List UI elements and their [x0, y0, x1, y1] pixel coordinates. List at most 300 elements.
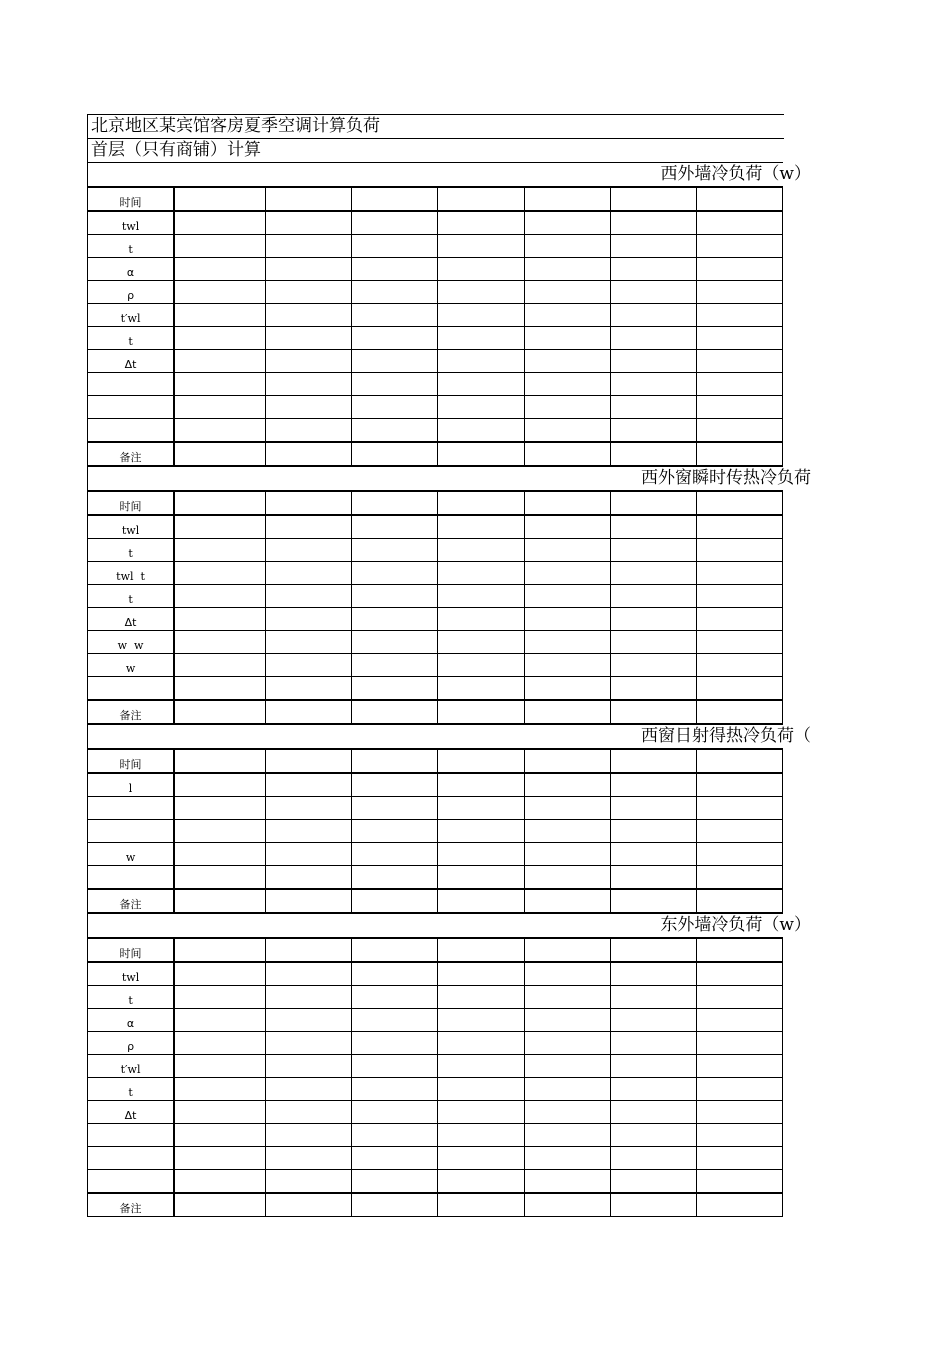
table-cell[interactable]: [266, 1101, 352, 1124]
table-cell[interactable]: [266, 419, 352, 443]
table-cell[interactable]: [266, 187, 352, 211]
table-cell[interactable]: [352, 304, 438, 327]
table-cell[interactable]: [174, 327, 266, 350]
table-cell[interactable]: [610, 866, 696, 890]
table-cell[interactable]: [266, 350, 352, 373]
table-cell[interactable]: [352, 350, 438, 373]
table-cell[interactable]: [266, 235, 352, 258]
table-cell[interactable]: [610, 1101, 696, 1124]
table-cell[interactable]: [696, 1009, 782, 1032]
table-cell[interactable]: [610, 631, 696, 654]
table-cell[interactable]: [174, 889, 266, 913]
table-cell[interactable]: [610, 1032, 696, 1055]
table-cell[interactable]: [174, 938, 266, 962]
table-cell[interactable]: [352, 258, 438, 281]
table-cell[interactable]: [524, 258, 610, 281]
table-cell[interactable]: [696, 962, 782, 986]
table-cell[interactable]: [266, 654, 352, 677]
table-cell[interactable]: [266, 562, 352, 585]
table-cell[interactable]: [438, 211, 524, 235]
table-cell[interactable]: [524, 1009, 610, 1032]
table-cell[interactable]: [524, 304, 610, 327]
table-cell[interactable]: [696, 211, 782, 235]
table-cell[interactable]: [610, 562, 696, 585]
table-cell[interactable]: [438, 820, 524, 843]
table-cell[interactable]: [610, 1193, 696, 1217]
table-cell[interactable]: [524, 539, 610, 562]
table-cell[interactable]: [438, 631, 524, 654]
table-cell[interactable]: [438, 608, 524, 631]
table-cell[interactable]: [174, 1193, 266, 1217]
table-cell[interactable]: [174, 281, 266, 304]
table-cell[interactable]: [524, 820, 610, 843]
table-cell[interactable]: [610, 1170, 696, 1194]
table-cell[interactable]: [352, 1170, 438, 1194]
table-cell[interactable]: [438, 585, 524, 608]
table-cell[interactable]: [438, 889, 524, 913]
table-cell[interactable]: [352, 820, 438, 843]
table-cell[interactable]: [352, 677, 438, 701]
table-cell[interactable]: [696, 700, 782, 724]
table-cell[interactable]: [266, 1078, 352, 1101]
table-cell[interactable]: [266, 1124, 352, 1147]
table-cell[interactable]: [174, 1078, 266, 1101]
table-cell[interactable]: [266, 820, 352, 843]
table-cell[interactable]: [438, 773, 524, 797]
table-cell[interactable]: [696, 1170, 782, 1194]
table-cell[interactable]: [174, 1032, 266, 1055]
table-cell[interactable]: [352, 442, 438, 466]
table-cell[interactable]: [352, 608, 438, 631]
table-cell[interactable]: [524, 843, 610, 866]
table-cell[interactable]: [266, 677, 352, 701]
table-cell[interactable]: [174, 677, 266, 701]
table-cell[interactable]: [352, 419, 438, 443]
table-cell[interactable]: [266, 962, 352, 986]
table-cell[interactable]: [610, 281, 696, 304]
table-cell[interactable]: [610, 235, 696, 258]
table-cell[interactable]: [174, 1170, 266, 1194]
table-cell[interactable]: [696, 1193, 782, 1217]
table-cell[interactable]: [438, 235, 524, 258]
table-cell[interactable]: [352, 327, 438, 350]
table-cell[interactable]: [266, 585, 352, 608]
table-cell[interactable]: [352, 1124, 438, 1147]
table-cell[interactable]: [438, 1032, 524, 1055]
table-cell[interactable]: [696, 797, 782, 820]
table-cell[interactable]: [352, 539, 438, 562]
table-cell[interactable]: [524, 1193, 610, 1217]
table-cell[interactable]: [352, 773, 438, 797]
table-cell[interactable]: [352, 1078, 438, 1101]
table-row: [88, 1078, 783, 1101]
table-cell[interactable]: [438, 1124, 524, 1147]
table-cell[interactable]: [610, 304, 696, 327]
table-cell[interactable]: [266, 1193, 352, 1217]
table-cell[interactable]: [610, 1009, 696, 1032]
table-cell[interactable]: [352, 562, 438, 585]
table-cell[interactable]: [266, 396, 352, 419]
table-cell[interactable]: [610, 1055, 696, 1078]
table-cell[interactable]: [438, 1193, 524, 1217]
row-label: l: [88, 773, 175, 797]
table-cell[interactable]: [174, 258, 266, 281]
table-cell[interactable]: [696, 235, 782, 258]
table-row: [88, 1101, 783, 1124]
table-cell[interactable]: [696, 491, 782, 515]
table-row: [88, 187, 783, 211]
table-cell[interactable]: [438, 797, 524, 820]
table-cell[interactable]: [524, 1101, 610, 1124]
table-cell[interactable]: [174, 1101, 266, 1124]
table-cell[interactable]: [438, 938, 524, 962]
table-cell[interactable]: [610, 889, 696, 913]
table-cell[interactable]: [174, 866, 266, 890]
table-cell[interactable]: [174, 304, 266, 327]
table-cell[interactable]: [696, 677, 782, 701]
table-cell[interactable]: [524, 1032, 610, 1055]
spreadsheet: [87, 114, 811, 1217]
table-cell[interactable]: [352, 585, 438, 608]
table-cell[interactable]: [174, 986, 266, 1009]
table-cell[interactable]: [524, 797, 610, 820]
table-cell[interactable]: [438, 187, 524, 211]
table-cell[interactable]: [352, 491, 438, 515]
table-cell[interactable]: [266, 442, 352, 466]
table-cell[interactable]: [352, 749, 438, 773]
table-cell[interactable]: [610, 396, 696, 419]
table-cell[interactable]: [696, 585, 782, 608]
table-cell[interactable]: [266, 749, 352, 773]
table-cell[interactable]: [174, 373, 266, 396]
table-cell[interactable]: [174, 235, 266, 258]
table-cell[interactable]: [610, 820, 696, 843]
table-cell[interactable]: [610, 773, 696, 797]
table-cell[interactable]: [610, 515, 696, 539]
table-cell[interactable]: [174, 654, 266, 677]
table-cell[interactable]: [438, 562, 524, 585]
table-cell[interactable]: [524, 773, 610, 797]
table-cell[interactable]: [266, 866, 352, 890]
table-cell[interactable]: [524, 1170, 610, 1194]
sheet-title: 北京地区某宾馆客房夏季空调计算负荷: [87, 114, 784, 138]
table-cell[interactable]: [610, 419, 696, 443]
table-cell[interactable]: [610, 539, 696, 562]
table-cell[interactable]: [174, 350, 266, 373]
table-cell[interactable]: [266, 1170, 352, 1194]
table-cell[interactable]: [610, 258, 696, 281]
table-cell[interactable]: [696, 442, 782, 466]
table-cell[interactable]: [524, 235, 610, 258]
table-cell[interactable]: [696, 843, 782, 866]
table-cell[interactable]: [266, 631, 352, 654]
row-label: [88, 419, 175, 443]
table-cell[interactable]: [610, 700, 696, 724]
table-cell[interactable]: [174, 608, 266, 631]
table-cell[interactable]: [696, 562, 782, 585]
table-cell[interactable]: [438, 539, 524, 562]
table-cell[interactable]: [524, 187, 610, 211]
row-label: 备注: [88, 442, 175, 466]
table-cell[interactable]: [610, 749, 696, 773]
table-cell[interactable]: [696, 938, 782, 962]
table-cell[interactable]: [266, 797, 352, 820]
table-cell[interactable]: [174, 631, 266, 654]
table-cell[interactable]: [174, 843, 266, 866]
table-cell[interactable]: [696, 889, 782, 913]
table-cell[interactable]: [352, 631, 438, 654]
table-cell[interactable]: [266, 1055, 352, 1078]
table-cell[interactable]: [266, 281, 352, 304]
table-cell[interactable]: [174, 211, 266, 235]
table-cell[interactable]: [610, 187, 696, 211]
table-cell[interactable]: [438, 419, 524, 443]
table-cell[interactable]: [438, 1078, 524, 1101]
table-cell[interactable]: [352, 1193, 438, 1217]
table-cell[interactable]: [610, 442, 696, 466]
table-cell[interactable]: [438, 700, 524, 724]
table-cell[interactable]: [524, 419, 610, 443]
table-cell[interactable]: [266, 773, 352, 797]
table-cell[interactable]: [610, 350, 696, 373]
table-cell[interactable]: [266, 889, 352, 913]
table-cell[interactable]: [524, 608, 610, 631]
table-cell[interactable]: [438, 491, 524, 515]
table-cell[interactable]: [352, 700, 438, 724]
table-cell[interactable]: [524, 491, 610, 515]
table-cell[interactable]: [174, 396, 266, 419]
table-cell[interactable]: [438, 962, 524, 986]
table-cell[interactable]: [696, 773, 782, 797]
table-cell[interactable]: [266, 843, 352, 866]
table-cell[interactable]: [696, 515, 782, 539]
table-cell[interactable]: [610, 608, 696, 631]
table-cell[interactable]: [352, 889, 438, 913]
table-cell[interactable]: [174, 749, 266, 773]
table-cell[interactable]: [610, 986, 696, 1009]
table-cell[interactable]: [524, 749, 610, 773]
table-cell[interactable]: [352, 1055, 438, 1078]
table-cell[interactable]: [524, 938, 610, 962]
table-cell[interactable]: [438, 442, 524, 466]
table-cell[interactable]: [524, 373, 610, 396]
table-cell[interactable]: [524, 327, 610, 350]
table-cell[interactable]: [438, 749, 524, 773]
table-cell[interactable]: [696, 654, 782, 677]
table-cell[interactable]: [438, 515, 524, 539]
table-cell[interactable]: [524, 350, 610, 373]
table-cell[interactable]: [524, 281, 610, 304]
table-cell[interactable]: [696, 373, 782, 396]
table-cell[interactable]: [524, 585, 610, 608]
table-cell[interactable]: [174, 1147, 266, 1170]
table-cell[interactable]: [696, 1078, 782, 1101]
table-cell[interactable]: [266, 608, 352, 631]
table-cell[interactable]: [696, 1032, 782, 1055]
table-cell[interactable]: [352, 962, 438, 986]
table-cell[interactable]: [266, 700, 352, 724]
section-heading-text: 西窗日射得热冷负荷（: [641, 726, 811, 746]
table-cell[interactable]: [696, 1124, 782, 1147]
table-cell[interactable]: [266, 327, 352, 350]
table-cell[interactable]: [696, 1055, 782, 1078]
table-cell[interactable]: [438, 258, 524, 281]
table-cell[interactable]: [438, 986, 524, 1009]
table-cell[interactable]: [696, 631, 782, 654]
table-cell[interactable]: [174, 491, 266, 515]
table-cell[interactable]: [438, 281, 524, 304]
table-cell[interactable]: [174, 700, 266, 724]
table-cell[interactable]: [266, 211, 352, 235]
table-cell[interactable]: [174, 585, 266, 608]
table-cell[interactable]: [352, 654, 438, 677]
table-cell[interactable]: [696, 281, 782, 304]
table-cell[interactable]: [696, 396, 782, 419]
table-cell[interactable]: [696, 327, 782, 350]
table-cell[interactable]: [610, 843, 696, 866]
table-cell[interactable]: [524, 986, 610, 1009]
table-cell[interactable]: [610, 677, 696, 701]
table-cell[interactable]: [174, 1055, 266, 1078]
table-cell[interactable]: [524, 1147, 610, 1170]
table-cell[interactable]: [352, 281, 438, 304]
table-cell[interactable]: [438, 843, 524, 866]
table-cell[interactable]: [524, 1124, 610, 1147]
table-cell[interactable]: [610, 327, 696, 350]
table-cell[interactable]: [266, 491, 352, 515]
table-cell[interactable]: [438, 1009, 524, 1032]
table-cell[interactable]: [524, 962, 610, 986]
table-cell[interactable]: [696, 608, 782, 631]
table-cell[interactable]: [524, 211, 610, 235]
table-cell[interactable]: [610, 1147, 696, 1170]
table-cell[interactable]: [438, 1147, 524, 1170]
table-cell[interactable]: [438, 866, 524, 890]
table-cell[interactable]: [266, 1032, 352, 1055]
table-cell[interactable]: [174, 773, 266, 797]
table-cell[interactable]: [174, 1009, 266, 1032]
table-cell[interactable]: [352, 211, 438, 235]
table-cell[interactable]: [438, 654, 524, 677]
table-cell[interactable]: [438, 350, 524, 373]
table-cell[interactable]: [524, 515, 610, 539]
table-cell[interactable]: [524, 677, 610, 701]
table-cell[interactable]: [696, 820, 782, 843]
table-cell[interactable]: [438, 1101, 524, 1124]
table-cell[interactable]: [352, 396, 438, 419]
table-cell[interactable]: [696, 187, 782, 211]
table-cell[interactable]: [524, 442, 610, 466]
table-cell[interactable]: [696, 350, 782, 373]
table-cell[interactable]: [174, 187, 266, 211]
table-cell[interactable]: [696, 866, 782, 890]
table-cell[interactable]: [524, 700, 610, 724]
table-cell[interactable]: [352, 515, 438, 539]
table-cell[interactable]: [174, 797, 266, 820]
table-cell[interactable]: [696, 986, 782, 1009]
table-cell[interactable]: [696, 1147, 782, 1170]
table-cell[interactable]: [352, 797, 438, 820]
row-label: w: [88, 843, 175, 866]
table-cell[interactable]: [524, 396, 610, 419]
table-cell[interactable]: [524, 1055, 610, 1078]
table-cell[interactable]: [438, 373, 524, 396]
table-cell[interactable]: [610, 654, 696, 677]
table-cell[interactable]: [174, 820, 266, 843]
table-cell[interactable]: [610, 373, 696, 396]
table-cell[interactable]: [524, 631, 610, 654]
table-cell[interactable]: [174, 962, 266, 986]
table-cell[interactable]: [696, 304, 782, 327]
table-cell[interactable]: [266, 258, 352, 281]
table-cell[interactable]: [696, 1101, 782, 1124]
table-cell[interactable]: [438, 327, 524, 350]
table-cell[interactable]: [610, 797, 696, 820]
table-cell[interactable]: [696, 258, 782, 281]
table-cell[interactable]: [266, 304, 352, 327]
table-cell[interactable]: [438, 304, 524, 327]
table-cell[interactable]: [352, 1147, 438, 1170]
table-cell[interactable]: [352, 1009, 438, 1032]
table-cell[interactable]: [174, 539, 266, 562]
table-cell[interactable]: [696, 749, 782, 773]
table-cell[interactable]: [438, 677, 524, 701]
table-cell[interactable]: [266, 539, 352, 562]
table-cell[interactable]: [352, 843, 438, 866]
table-cell[interactable]: [438, 1170, 524, 1194]
row-label: twl: [88, 962, 175, 986]
table-cell[interactable]: [524, 1078, 610, 1101]
table-cell[interactable]: [610, 585, 696, 608]
table-cell[interactable]: [352, 235, 438, 258]
table-cell[interactable]: [266, 373, 352, 396]
table-cell[interactable]: [352, 986, 438, 1009]
table-cell[interactable]: [610, 211, 696, 235]
table-cell[interactable]: [352, 373, 438, 396]
table-cell[interactable]: [174, 419, 266, 443]
table-cell[interactable]: [438, 396, 524, 419]
table-cell[interactable]: [352, 938, 438, 962]
table-cell[interactable]: [266, 986, 352, 1009]
table-cell[interactable]: [266, 515, 352, 539]
table-cell[interactable]: [524, 654, 610, 677]
table-cell[interactable]: [352, 1032, 438, 1055]
table-cell[interactable]: [352, 866, 438, 890]
table-cell[interactable]: [352, 1101, 438, 1124]
table-cell[interactable]: [524, 562, 610, 585]
table-cell[interactable]: [174, 515, 266, 539]
table-row: [88, 281, 783, 304]
table-cell[interactable]: [174, 1124, 266, 1147]
table-cell[interactable]: [174, 442, 266, 466]
table-cell[interactable]: [438, 1055, 524, 1078]
table-cell[interactable]: [610, 491, 696, 515]
table-cell[interactable]: [524, 889, 610, 913]
table-cell[interactable]: [610, 962, 696, 986]
table-cell[interactable]: [266, 938, 352, 962]
table-cell[interactable]: [610, 1078, 696, 1101]
table-cell[interactable]: [352, 187, 438, 211]
table-cell[interactable]: [696, 539, 782, 562]
table-cell[interactable]: [610, 1124, 696, 1147]
table-cell[interactable]: [696, 419, 782, 443]
row-label: [88, 396, 175, 419]
table-cell[interactable]: [266, 1147, 352, 1170]
table-cell[interactable]: [524, 866, 610, 890]
table-cell[interactable]: [610, 938, 696, 962]
table-cell[interactable]: [266, 1009, 352, 1032]
table-cell[interactable]: [174, 562, 266, 585]
